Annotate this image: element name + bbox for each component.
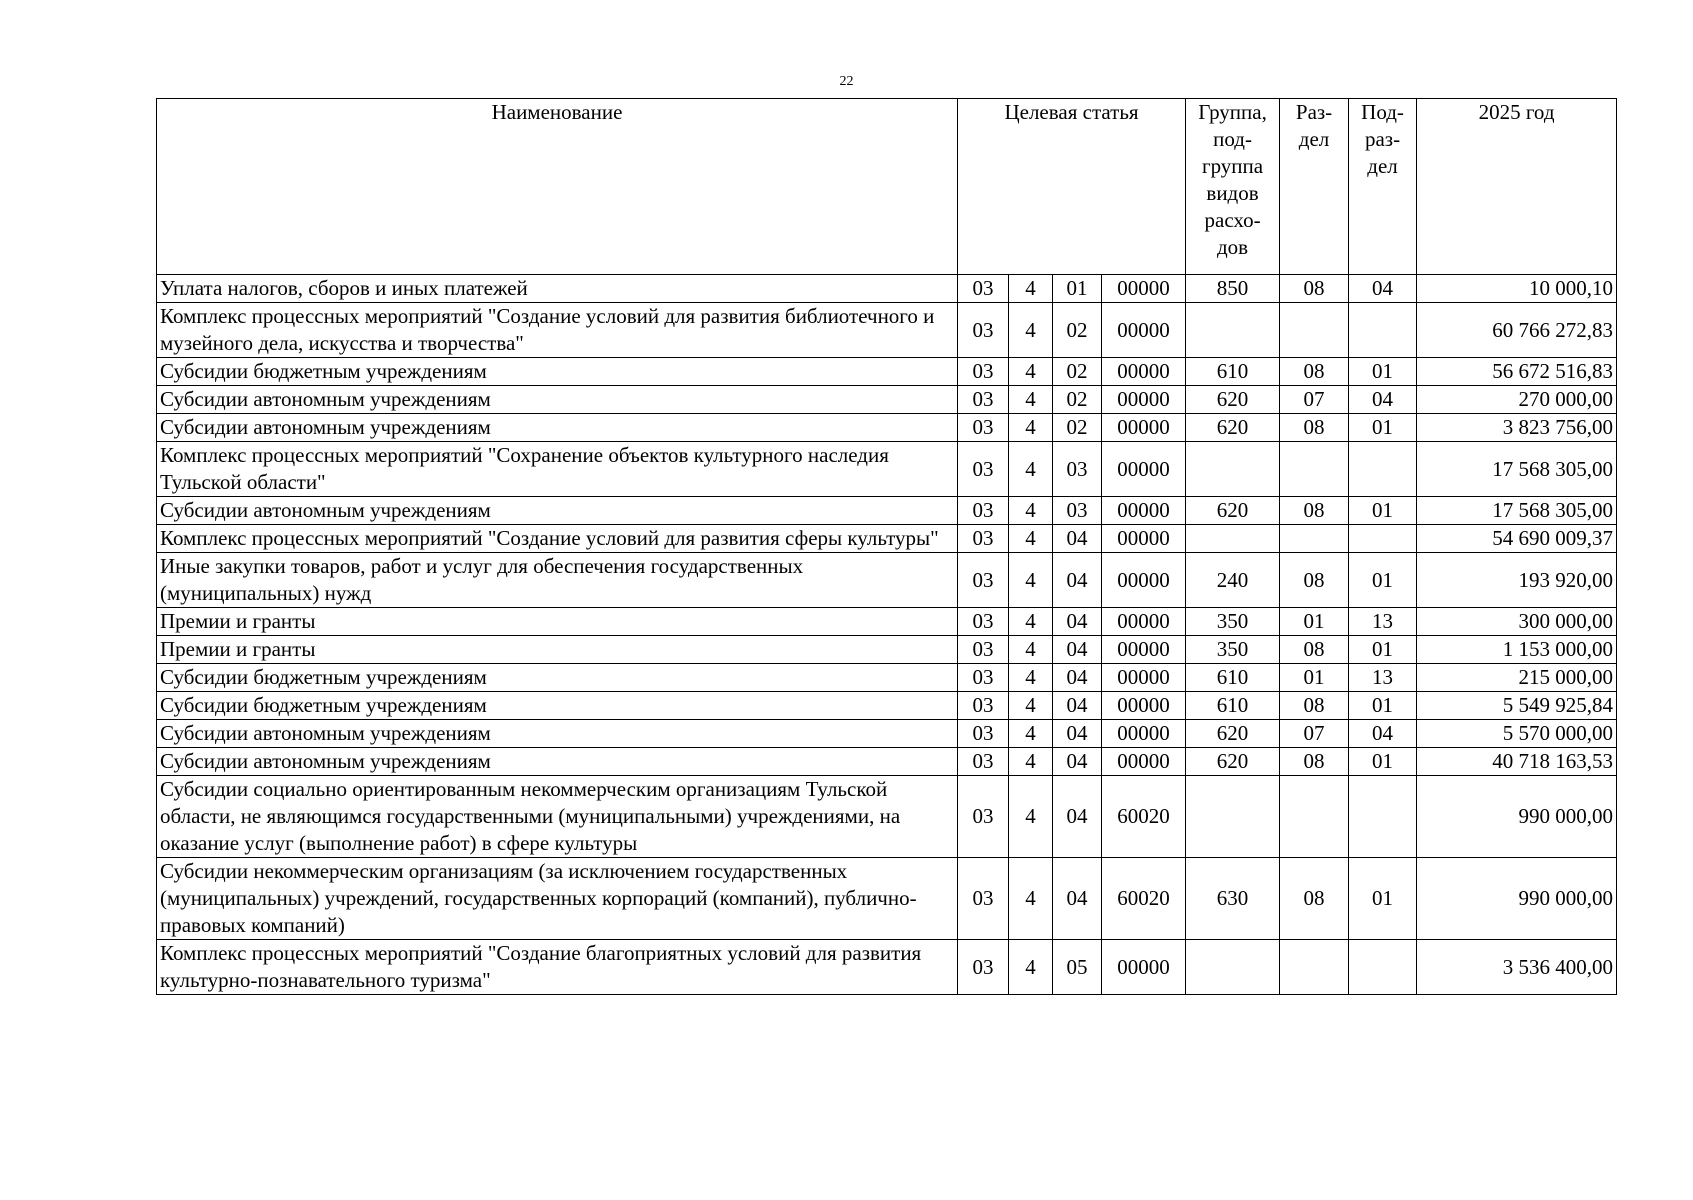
target-complex: 03 bbox=[1053, 442, 1102, 497]
target-type: 4 bbox=[1009, 386, 1053, 414]
target-type: 4 bbox=[1009, 608, 1053, 636]
amount-2025: 54 690 009,37 bbox=[1417, 525, 1617, 553]
target-program: 03 bbox=[958, 303, 1009, 358]
target-type: 4 bbox=[1009, 303, 1053, 358]
table-row bbox=[157, 497, 1617, 525]
subsection-code: 01 bbox=[1349, 858, 1417, 940]
target-program: 03 bbox=[958, 442, 1009, 497]
target-complex: 02 bbox=[1053, 358, 1102, 386]
target-complex: 02 bbox=[1053, 303, 1102, 358]
target-program: 03 bbox=[958, 776, 1009, 858]
target-direction: 00000 bbox=[1102, 275, 1186, 303]
table-row bbox=[157, 636, 1617, 664]
expense-group bbox=[1186, 776, 1280, 858]
target-program: 03 bbox=[958, 692, 1009, 720]
table-row bbox=[157, 525, 1617, 553]
table-row bbox=[157, 442, 1617, 497]
section-code: 08 bbox=[1280, 358, 1349, 386]
target-program: 03 bbox=[958, 940, 1009, 995]
target-type: 4 bbox=[1009, 692, 1053, 720]
amount-2025: 215 000,00 bbox=[1417, 664, 1617, 692]
target-type: 4 bbox=[1009, 442, 1053, 497]
subsection-code bbox=[1349, 442, 1417, 497]
section-code: 08 bbox=[1280, 275, 1349, 303]
header-year: 2025 год bbox=[1417, 99, 1617, 275]
amount-2025: 60 766 272,83 bbox=[1417, 303, 1617, 358]
amount-2025: 3 823 756,00 bbox=[1417, 414, 1617, 442]
target-direction: 00000 bbox=[1102, 940, 1186, 995]
expense-group: 620 bbox=[1186, 414, 1280, 442]
row-name: Субсидии автономным учреждениям bbox=[157, 386, 958, 414]
expense-group: 610 bbox=[1186, 358, 1280, 386]
target-direction: 00000 bbox=[1102, 720, 1186, 748]
section-code: 01 bbox=[1280, 664, 1349, 692]
row-name: Субсидии некоммерческим организациям (за исключением государственных (муниципальных) учреждений, государственных корпораций (компаний), публично-правовых компаний) bbox=[157, 858, 958, 940]
target-direction: 60020 bbox=[1102, 776, 1186, 858]
section-code: 08 bbox=[1280, 553, 1349, 608]
header-section: Раз-дел bbox=[1280, 99, 1349, 275]
table-row bbox=[157, 358, 1617, 386]
amount-2025: 1 153 000,00 bbox=[1417, 636, 1617, 664]
subsection-code: 01 bbox=[1349, 748, 1417, 776]
expense-group bbox=[1186, 940, 1280, 995]
expense-group: 620 bbox=[1186, 497, 1280, 525]
target-complex: 01 bbox=[1053, 275, 1102, 303]
row-name: Субсидии бюджетным учреждениям bbox=[157, 358, 958, 386]
target-complex: 04 bbox=[1053, 636, 1102, 664]
header-target-article: Целевая статья bbox=[958, 99, 1186, 275]
table-row bbox=[157, 386, 1617, 414]
subsection-code: 01 bbox=[1349, 358, 1417, 386]
table-row bbox=[157, 275, 1617, 303]
target-program: 03 bbox=[958, 553, 1009, 608]
amount-2025: 5 549 925,84 bbox=[1417, 692, 1617, 720]
header-expense-group: Группа, под-группа видов расхо-дов bbox=[1186, 99, 1280, 275]
subsection-code: 13 bbox=[1349, 608, 1417, 636]
expense-group: 620 bbox=[1186, 748, 1280, 776]
expense-group bbox=[1186, 442, 1280, 497]
target-type: 4 bbox=[1009, 720, 1053, 748]
expense-group: 350 bbox=[1186, 636, 1280, 664]
target-direction: 00000 bbox=[1102, 553, 1186, 608]
row-name: Иные закупки товаров, работ и услуг для обеспечения государственных (муниципальных) нужд bbox=[157, 553, 958, 608]
target-complex: 04 bbox=[1053, 553, 1102, 608]
target-direction: 00000 bbox=[1102, 525, 1186, 553]
section-code bbox=[1280, 303, 1349, 358]
amount-2025: 193 920,00 bbox=[1417, 553, 1617, 608]
target-complex: 04 bbox=[1053, 525, 1102, 553]
row-name: Субсидии автономным учреждениям bbox=[157, 414, 958, 442]
target-type: 4 bbox=[1009, 776, 1053, 858]
subsection-code bbox=[1349, 776, 1417, 858]
target-complex: 04 bbox=[1053, 664, 1102, 692]
table-row bbox=[157, 692, 1617, 720]
amount-2025: 300 000,00 bbox=[1417, 608, 1617, 636]
table-row bbox=[157, 553, 1617, 608]
row-name: Субсидии автономным учреждениям bbox=[157, 720, 958, 748]
section-code: 08 bbox=[1280, 497, 1349, 525]
section-code: 08 bbox=[1280, 692, 1349, 720]
target-type: 4 bbox=[1009, 748, 1053, 776]
subsection-code: 01 bbox=[1349, 553, 1417, 608]
target-direction: 00000 bbox=[1102, 748, 1186, 776]
row-name: Субсидии социально ориентированным некоммерческим организациям Тульской области, не являющимся государственными (муниципальными) учреждениями, на оказание услуг (выполнение работ) в сфере культуры bbox=[157, 776, 958, 858]
target-program: 03 bbox=[958, 664, 1009, 692]
subsection-code: 01 bbox=[1349, 414, 1417, 442]
subsection-code: 04 bbox=[1349, 275, 1417, 303]
section-code bbox=[1280, 940, 1349, 995]
target-direction: 60020 bbox=[1102, 858, 1186, 940]
budget-table bbox=[156, 98, 1617, 995]
target-type: 4 bbox=[1009, 525, 1053, 553]
table-row bbox=[157, 720, 1617, 748]
target-direction: 00000 bbox=[1102, 497, 1186, 525]
target-program: 03 bbox=[958, 525, 1009, 553]
expense-group: 620 bbox=[1186, 720, 1280, 748]
amount-2025: 17 568 305,00 bbox=[1417, 497, 1617, 525]
amount-2025: 990 000,00 bbox=[1417, 776, 1617, 858]
target-direction: 00000 bbox=[1102, 692, 1186, 720]
target-direction: 00000 bbox=[1102, 442, 1186, 497]
row-name: Комплекс процессных мероприятий "Создание условий для развития библиотечного и музейного дела, искусства и творчества" bbox=[157, 303, 958, 358]
expense-group: 630 bbox=[1186, 858, 1280, 940]
section-code: 08 bbox=[1280, 858, 1349, 940]
row-name: Комплекс процессных мероприятий "Создание условий для развития сферы культуры" bbox=[157, 525, 958, 553]
target-complex: 04 bbox=[1053, 776, 1102, 858]
header-subsection: Под-раз-дел bbox=[1349, 99, 1417, 275]
row-name: Субсидии бюджетным учреждениям bbox=[157, 692, 958, 720]
target-complex: 03 bbox=[1053, 497, 1102, 525]
section-code: 08 bbox=[1280, 748, 1349, 776]
table-row bbox=[157, 664, 1617, 692]
target-complex: 04 bbox=[1053, 720, 1102, 748]
target-complex: 04 bbox=[1053, 748, 1102, 776]
expense-group bbox=[1186, 525, 1280, 553]
amount-2025: 5 570 000,00 bbox=[1417, 720, 1617, 748]
amount-2025: 990 000,00 bbox=[1417, 858, 1617, 940]
table-row bbox=[157, 414, 1617, 442]
target-direction: 00000 bbox=[1102, 386, 1186, 414]
subsection-code bbox=[1349, 525, 1417, 553]
target-type: 4 bbox=[1009, 664, 1053, 692]
section-code bbox=[1280, 525, 1349, 553]
section-code: 08 bbox=[1280, 414, 1349, 442]
expense-group: 620 bbox=[1186, 386, 1280, 414]
target-program: 03 bbox=[958, 858, 1009, 940]
target-program: 03 bbox=[958, 748, 1009, 776]
row-name: Субсидии автономным учреждениям bbox=[157, 497, 958, 525]
target-program: 03 bbox=[958, 386, 1009, 414]
section-code: 07 bbox=[1280, 720, 1349, 748]
target-program: 03 bbox=[958, 608, 1009, 636]
target-direction: 00000 bbox=[1102, 636, 1186, 664]
expense-group: 350 bbox=[1186, 608, 1280, 636]
target-type: 4 bbox=[1009, 358, 1053, 386]
target-program: 03 bbox=[958, 275, 1009, 303]
table-row bbox=[157, 608, 1617, 636]
target-type: 4 bbox=[1009, 497, 1053, 525]
row-name: Уплата налогов, сборов и иных платежей bbox=[157, 275, 958, 303]
row-name: Субсидии автономным учреждениям bbox=[157, 748, 958, 776]
amount-2025: 3 536 400,00 bbox=[1417, 940, 1617, 995]
expense-group bbox=[1186, 303, 1280, 358]
section-code: 01 bbox=[1280, 608, 1349, 636]
table-row bbox=[157, 940, 1617, 995]
subsection-code: 04 bbox=[1349, 386, 1417, 414]
target-direction: 00000 bbox=[1102, 303, 1186, 358]
target-complex: 04 bbox=[1053, 858, 1102, 940]
section-code bbox=[1280, 776, 1349, 858]
target-type: 4 bbox=[1009, 414, 1053, 442]
expense-group: 610 bbox=[1186, 692, 1280, 720]
expense-group: 850 bbox=[1186, 275, 1280, 303]
expense-group: 240 bbox=[1186, 553, 1280, 608]
row-name: Премии и гранты bbox=[157, 636, 958, 664]
row-name: Субсидии бюджетным учреждениям bbox=[157, 664, 958, 692]
subsection-code: 13 bbox=[1349, 664, 1417, 692]
target-direction: 00000 bbox=[1102, 664, 1186, 692]
section-code: 08 bbox=[1280, 636, 1349, 664]
target-type: 4 bbox=[1009, 636, 1053, 664]
target-program: 03 bbox=[958, 358, 1009, 386]
target-type: 4 bbox=[1009, 940, 1053, 995]
expense-group: 610 bbox=[1186, 664, 1280, 692]
target-complex: 02 bbox=[1053, 414, 1102, 442]
amount-2025: 56 672 516,83 bbox=[1417, 358, 1617, 386]
section-code: 07 bbox=[1280, 386, 1349, 414]
row-name: Комплекс процессных мероприятий "Создание благоприятных условий для развития культурно-познавательного туризма" bbox=[157, 940, 958, 995]
target-type: 4 bbox=[1009, 553, 1053, 608]
target-program: 03 bbox=[958, 720, 1009, 748]
amount-2025: 10 000,10 bbox=[1417, 275, 1617, 303]
amount-2025: 17 568 305,00 bbox=[1417, 442, 1617, 497]
target-program: 03 bbox=[958, 636, 1009, 664]
row-name: Комплекс процессных мероприятий "Сохранение объектов культурного наследия Тульской области" bbox=[157, 442, 958, 497]
amount-2025: 40 718 163,53 bbox=[1417, 748, 1617, 776]
subsection-code: 01 bbox=[1349, 692, 1417, 720]
target-complex: 05 bbox=[1053, 940, 1102, 995]
header-name: Наименование bbox=[157, 99, 958, 275]
target-direction: 00000 bbox=[1102, 414, 1186, 442]
subsection-code: 01 bbox=[1349, 636, 1417, 664]
target-direction: 00000 bbox=[1102, 358, 1186, 386]
row-name: Премии и гранты bbox=[157, 608, 958, 636]
target-program: 03 bbox=[958, 414, 1009, 442]
target-complex: 04 bbox=[1053, 692, 1102, 720]
subsection-code bbox=[1349, 940, 1417, 995]
table-row bbox=[157, 776, 1617, 858]
subsection-code: 01 bbox=[1349, 497, 1417, 525]
table-row bbox=[157, 748, 1617, 776]
target-program: 03 bbox=[958, 497, 1009, 525]
table-row bbox=[157, 858, 1617, 940]
target-complex: 04 bbox=[1053, 608, 1102, 636]
target-direction: 00000 bbox=[1102, 608, 1186, 636]
subsection-code bbox=[1349, 303, 1417, 358]
amount-2025: 270 000,00 bbox=[1417, 386, 1617, 414]
table-row bbox=[157, 303, 1617, 358]
target-type: 4 bbox=[1009, 275, 1053, 303]
page-number: 22 bbox=[839, 74, 854, 89]
subsection-code: 04 bbox=[1349, 720, 1417, 748]
target-type: 4 bbox=[1009, 858, 1053, 940]
section-code bbox=[1280, 442, 1349, 497]
table-header-row bbox=[157, 99, 1617, 275]
target-complex: 02 bbox=[1053, 386, 1102, 414]
